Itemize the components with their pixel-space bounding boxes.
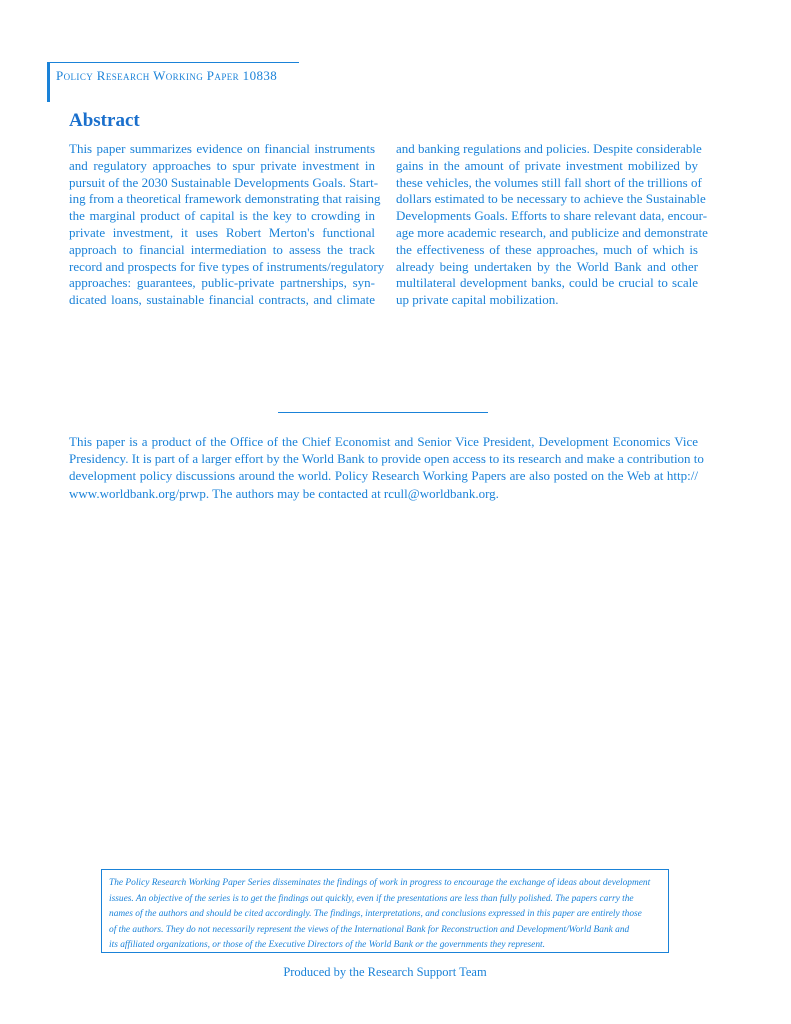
abstract-line: multilateral development banks, could be crucial to scale [396,275,698,291]
disclaimer-line: of the authors. They do not necessarily represent the views of the International Bank for Reconstruction and Development/World Bank and [109,924,630,935]
abstract-line: and banking regulations and policies. Despite considerable [396,141,702,156]
abstract-line: these vehicles, the volumes still fall short of the trillions of [396,174,702,190]
series-bracket-horizontal-rule [47,62,299,63]
product-note-line: www.worldbank.org/prwp. The authors may be contacted at rcull@worldbank.org. [69,485,499,501]
abstract-line: gains in the amount of private investment mobilized by [396,157,698,173]
series-bracket-vertical-rule [47,62,50,102]
abstract-line: ing from a theoretical framework demonstrating that raising [69,191,381,207]
abstract-line: up private capital mobilization. [396,292,559,308]
abstract-line: dicated loans, sustainable financial contracts, and climate [69,292,375,308]
abstract-left-column [69,141,385,309]
product-note-line: development policy discussions around the world. Policy Research Working Papers are also posted on the Web at http:// [69,468,698,484]
abstract-line: already being undertaken by the World Bank and other [396,258,698,274]
abstract-line: and regulatory approaches to spur private investment in [69,157,375,173]
disclaimer-text [109,876,664,954]
section-divider [278,412,488,413]
abstract-line: approach to financial intermediation to assess the track [69,241,375,257]
disclaimer-line: The Policy Research Working Paper Series disseminates the findings of work in progress to encourage the exchange of ideas about development [109,878,651,888]
abstract-line: pursuit of the 2030 Sustainable Developments Goals. Start- [69,174,379,190]
abstract-line: record and prospects for five types of instruments/regulatory [69,258,385,274]
abstract-line: the effectiveness of these approaches, much of which is [396,241,698,257]
abstract-line: dollars estimated to be necessary to achieve the Sustainable [396,191,706,207]
series-title: Policy Research Working Paper 10838 [56,68,278,83]
abstract-line: This paper summarizes evidence on financial instruments [69,141,375,156]
disclaimer-line: names of the authors and should be cited accordingly. The findings, interpretations, and conclusions expressed in this paper are entirely those [109,909,642,920]
abstract-line: age more academic research, and publicize and demonstrate [396,224,708,240]
product-note [69,433,704,502]
produced-by-credit: Produced by the Research Support Team [283,965,487,979]
abstract-line: the marginal product of capital is the key to crowding in [69,208,375,224]
abstract-line: approaches: guarantees, public-private partnerships, syn- [69,275,375,291]
abstract-heading: Abstract [69,110,140,131]
disclaimer-line: its affiliated organizations, or those of the Executive Directors of the World Bank or the governments they represent. [109,940,545,951]
abstract-line: Developments Goals. Efforts to share relevant data, encour- [396,208,708,224]
product-note-line: Presidency. It is part of a larger effort by the World Bank to provide open access to its research and make a contribution to [69,451,704,467]
abstract-line: private investment, it uses Robert Merton's functional [69,224,375,240]
product-note-line: This paper is a product of the Office of the Chief Economist and Senior Vice President, Development Economics Vice [69,434,698,449]
disclaimer-line: issues. An objective of the series is to get the findings out quickly, even if the presentations are less than fully polished. The papers carry the [109,893,634,904]
abstract-right-column [396,141,708,309]
